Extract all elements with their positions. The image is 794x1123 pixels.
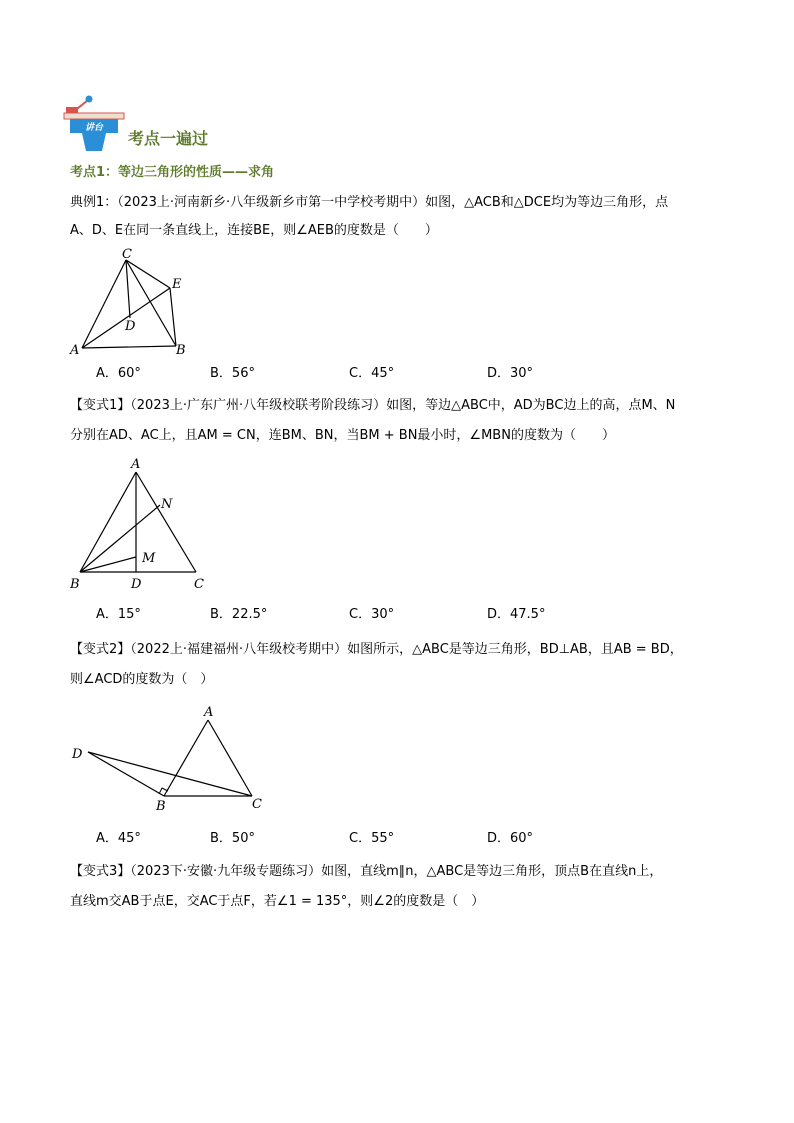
podium-icon [62,95,126,157]
example1-figure [68,246,198,358]
variant1-label-c: C [194,577,204,592]
variant1-line-1 [70,396,675,416]
variant1-figure [68,452,218,592]
example1-label-e: E [172,277,182,292]
variant2-text-2: 则∠ACD的度数为（ ） [70,672,214,687]
variant1-label-n: N [161,497,173,512]
variant3-line-2 [70,892,484,912]
variant2-label-c: C [252,797,262,812]
variant1-option-a: A．15° [96,607,141,622]
variant1-line-2 [70,426,615,446]
section-title: 考点一遍过 [128,129,209,148]
variant2-text-1: 【变式2】（2022上·福建福州·八年级校考期中）如图所示，△ABC是等边三角形，BD⊥AB，且AB = BD， [70,642,683,657]
example1-line-2 [70,221,438,241]
variant2-line-1 [70,640,683,660]
variant3-text-1: 【变式3】（2023下·安徽·九年级专题练习）如图，直线m∥n，△ABC是等边三角形，顶点B在直线n上， [70,864,663,879]
variant1-option-d: D．47.5° [487,607,546,622]
badge-label: 讲台 [84,123,104,133]
variant2-option-a: A．45° [96,831,141,846]
variant1-label-m: M [142,551,156,566]
variant2-label-b: B [156,799,166,814]
variant2-line-2 [70,670,213,690]
variant1-label-a: A [131,457,141,472]
example1-option-d: D．30° [487,366,534,381]
example1-option-c: C．45° [349,366,395,381]
example1-option-a: A．60° [96,366,141,381]
variant3-text-2: 直线m交AB于点E，交AC于点F，若∠1 = 135°，则∠2的度数是（ ） [70,894,485,909]
variant2-option-d: D．60° [487,831,534,846]
example1-option-b: B．56° [210,366,255,381]
variant1-option-c: C．30° [349,607,395,622]
variant3-line-1 [70,862,662,882]
point-title: 考点1：等边三角形的性质——求角 [70,165,275,180]
example1-label-a: A [70,343,80,358]
variant1-option-b: B．22.5° [210,607,268,622]
example1-line-1 [70,193,668,213]
variant2-figure [68,700,268,815]
variant1-label-d: D [131,577,142,592]
variant2-option-c: C．55° [349,831,395,846]
example1-text-2: A、D、E在同一条直线上，连接BE，则∠AEB的度数是（ ） [70,223,438,238]
variant2-label-d: D [72,747,83,762]
example1-label-b: B [176,343,186,358]
variant2-label-a: A [204,705,214,720]
variant2-option-b: B．50° [210,831,255,846]
variant1-text-1: 【变式1】（2023上·广东广州·八年级校联考阶段练习）如图，等边△ABC中，AD为BC边上的高，点M、N [70,398,676,413]
variant1-label-b: B [70,577,80,592]
variant1-text-2: 分别在AD、AC上，且AM = CN，连BM、BN，当BM + BN最小时，∠MBN的度数为（ ） [70,428,615,443]
example1-label-c: C [122,247,132,262]
example1-label-d: D [125,319,136,334]
example1-text-1: 典例1：（2023上·河南新乡·八年级新乡市第一中学校考期中）如图，△ACB和△DCE均为等边三角形，点 [70,195,669,210]
